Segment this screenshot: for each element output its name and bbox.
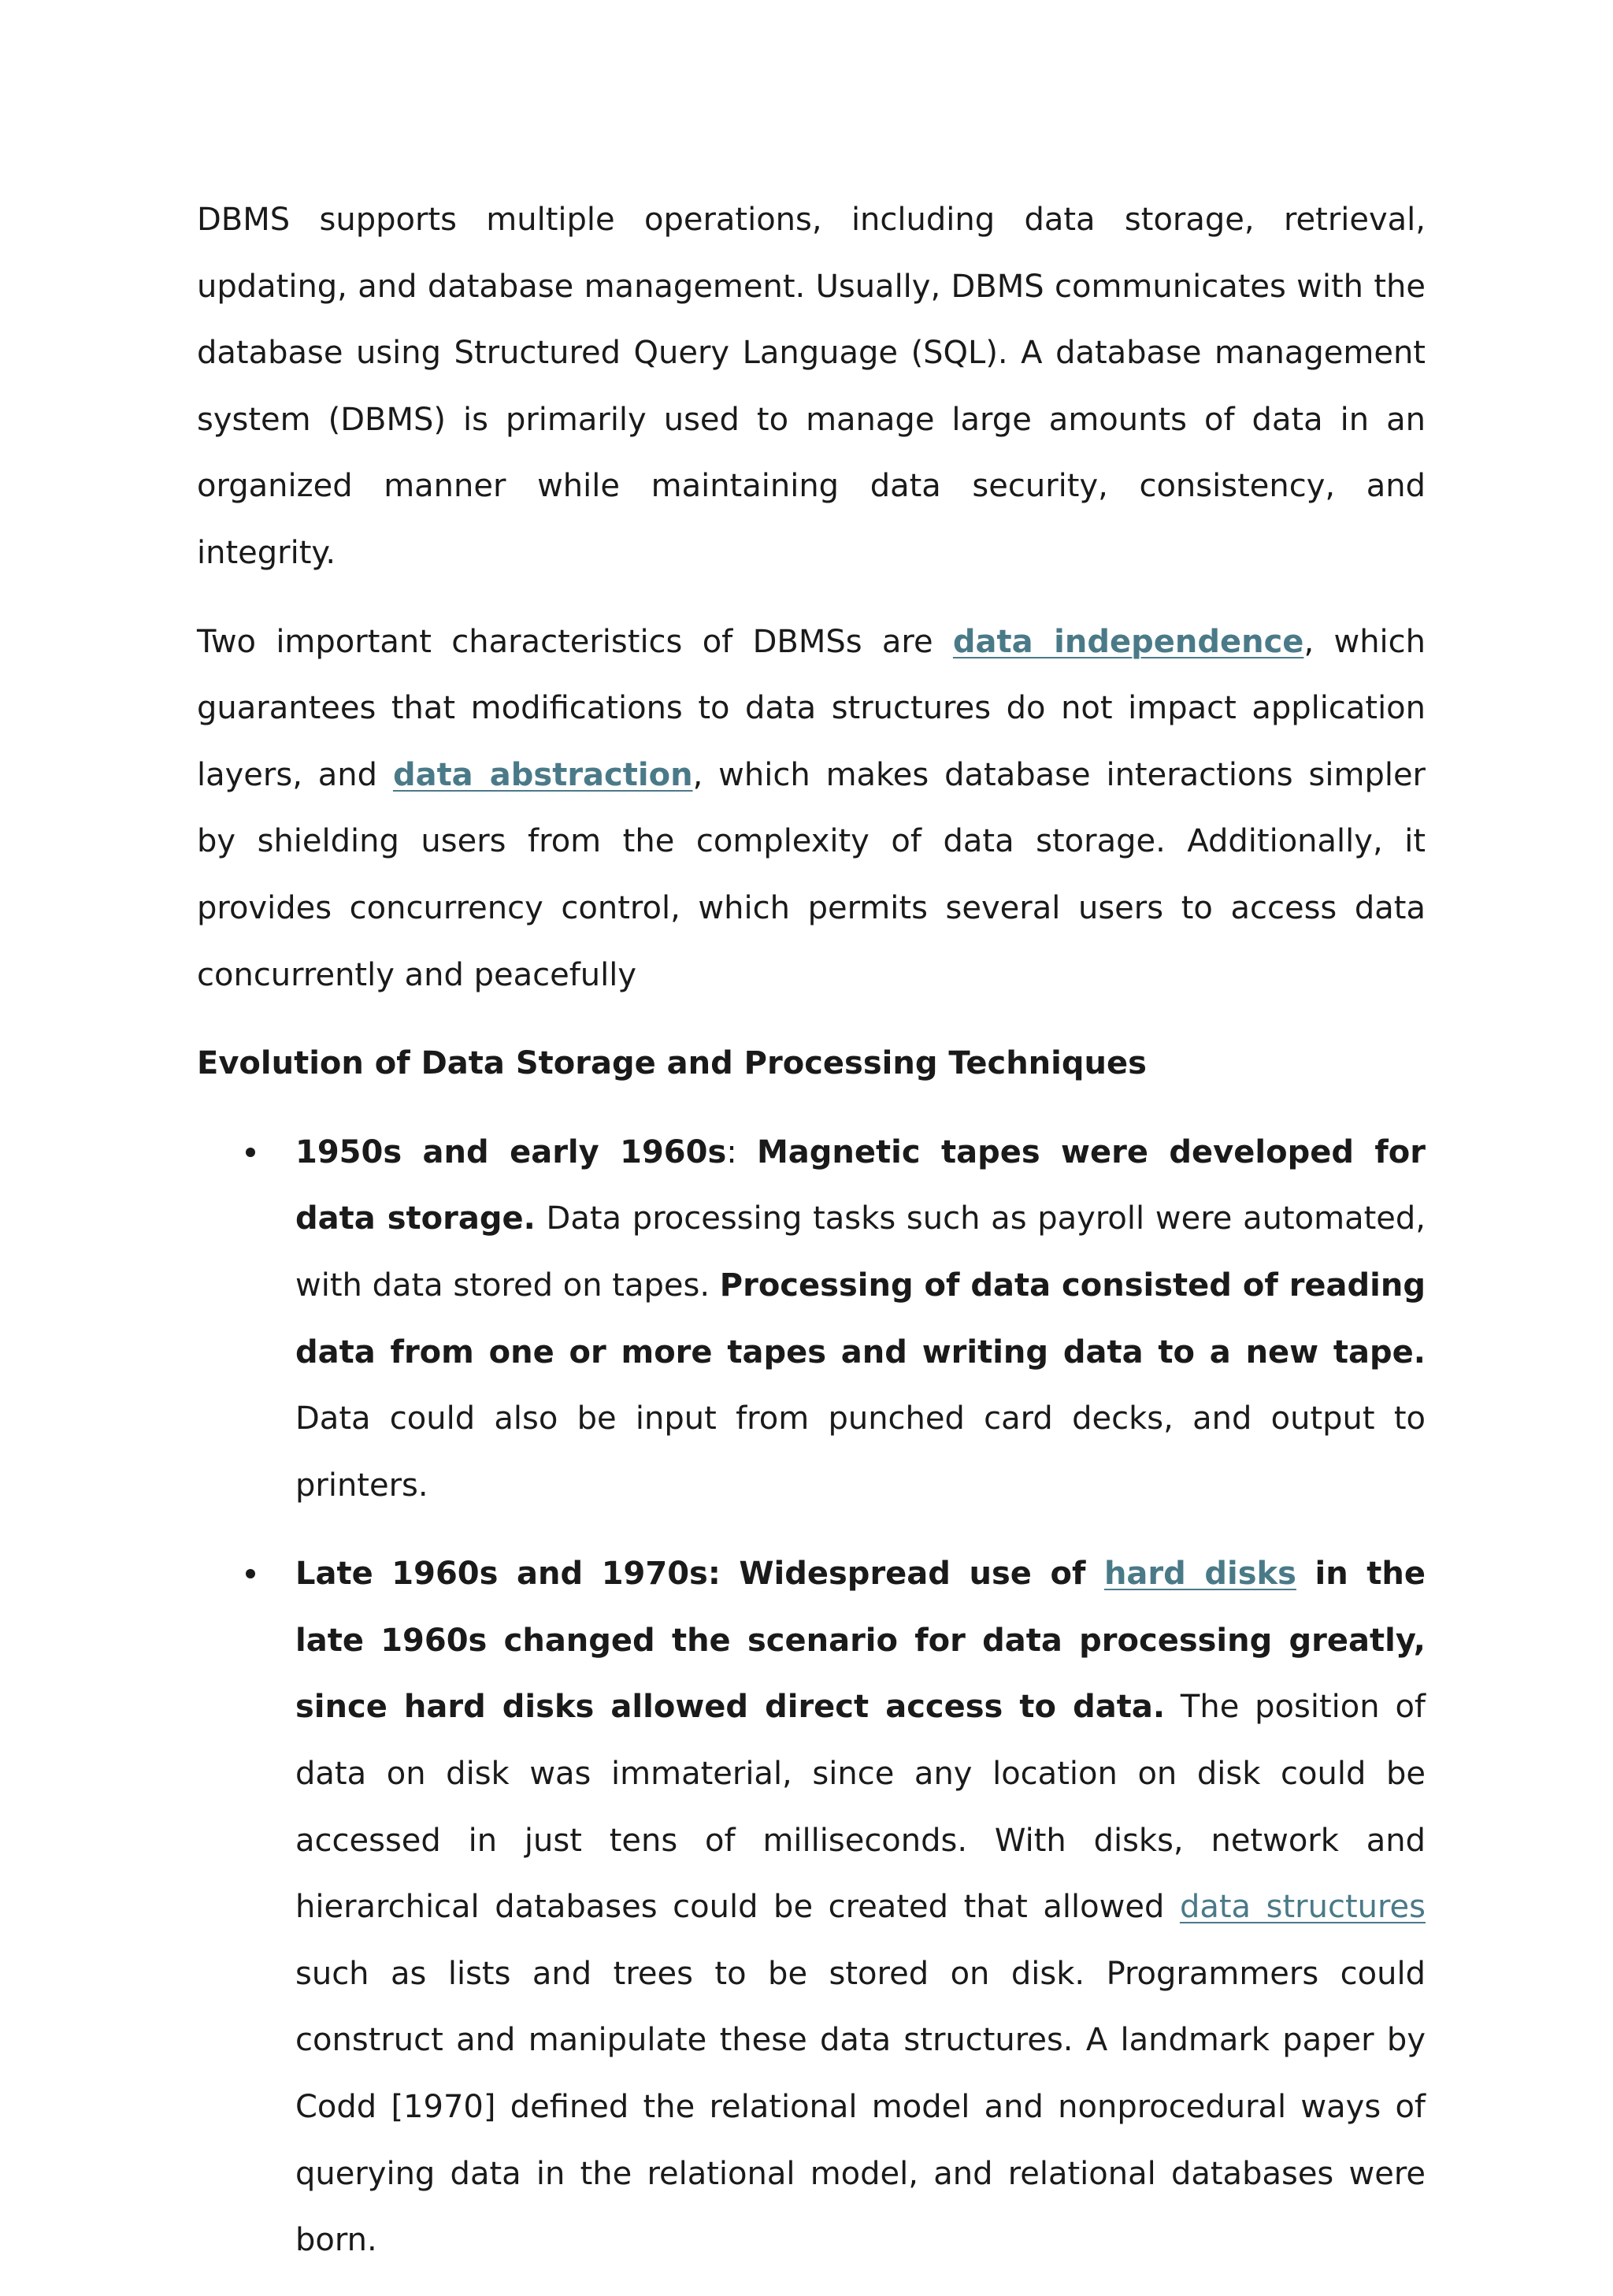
document-page (197, 187, 1426, 2296)
hard-disks-link[interactable]: hard disks (1103, 1556, 1296, 1593)
paragraph-dbms-characteristics (197, 609, 1426, 1009)
paragraph-dbms-operations (197, 187, 1426, 587)
evolution-list (197, 1119, 1426, 2274)
bold-statement: Late 1960s and 1970s: Widespread use of (295, 1556, 1104, 1593)
section-heading: Evolution of Data Storage and Processing Techniques (197, 1045, 1147, 1082)
colon-separator: : (726, 1133, 757, 1170)
data-independence-link[interactable]: data independence (952, 623, 1304, 660)
body-text: such as lists and trees to be stored on disk. Programmers could construct and manipulate these data structures. A landmark paper by Codd [1970] defined the relational model and nonprocedural ways of querying data in the relational model, and relational databases were born. (295, 1955, 1426, 2259)
bold-statement: Magnetic tapes were developed for data storage. (295, 1133, 1426, 1237)
paragraph-text-rest: , which makes database interactions simpler by shielding users from the complexity of data storage. Additionally, it provides concurrency control, which permits several users to access data concurrently and peacefully (197, 756, 1426, 993)
bullet-icon (246, 1569, 255, 1578)
data-abstraction-link[interactable]: data abstraction (392, 756, 693, 793)
body-text: Data could also be input from punched card decks, and output to printers. (295, 1400, 1426, 1504)
list-item-1950s (197, 1119, 1426, 1519)
data-structures-link[interactable]: data structures (1179, 1889, 1426, 1926)
bold-statement: Processing of data consisted of reading data from one or more tapes and writing data to a new tape. (295, 1267, 1426, 1371)
paragraph-text-intro: Two important characteristics of DBMSs are (197, 623, 953, 660)
period-label: 1950s and early 1960s (295, 1133, 727, 1170)
body-text: The position of data on disk was immaterial, since any location on disk could be accessed in just tens of milliseconds. With disks, network and hierarchical databases could be created that allowed (295, 1689, 1426, 1926)
bullet-icon (246, 1148, 255, 1157)
body-text: Data processing tasks such as payroll were automated, with data stored on tapes. (295, 1200, 1426, 1304)
list-item-1960s-1970s (197, 1541, 1426, 2274)
bold-statement: in the late 1960s changed the scenario for data processing greatly, since hard disks allowed direct access to data. (295, 1556, 1426, 1726)
paragraph-text-mid: , which guarantees that modifications to data structures do not impact application layers, and (197, 623, 1426, 793)
paragraph-text: DBMS supports multiple operations, including data storage, retrieval, updating, and database management. Usually, DBMS communicates with the database using Structured Query Language (SQL). A database management system (DBMS) is primarily used to manage large amounts of data in an organized manner while maintaining data security, consistency, and integrity. (197, 202, 1426, 571)
